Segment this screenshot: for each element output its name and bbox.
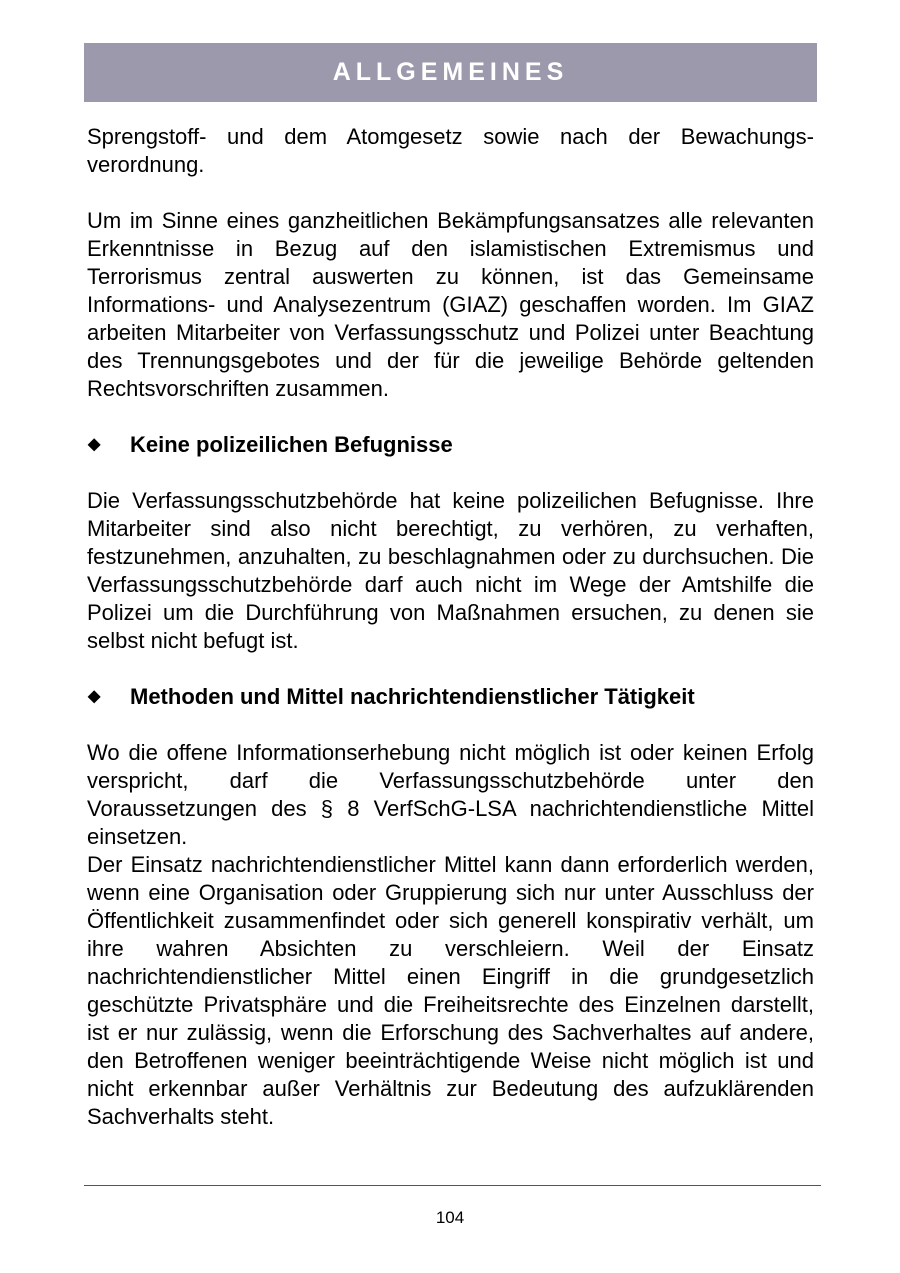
paragraph-no-police-powers: Die Verfassungsschutzbehörde hat keine polizeilichen Befugnisse. Ihre Mitarbeiter sind also nicht berechtigt, zu verhören, zu verhaften, festzunehmen, anzuhalten, zu beschlagnahmen oder zu durchsuchen. Die Verfassungsschutzbehörde darf auch nicht im Wege der Amtshilfe die Polizei um die Durchführung von Maßnahmen ersuchen, zu denen sie selbst nicht befugt ist.	[87, 488, 814, 653]
diamond-bullet-icon: ◆	[88, 436, 101, 453]
footer-divider	[84, 1185, 821, 1186]
paragraph-continuation: Sprengstoff- und dem Atomgesetz sowie nach der Bewachungsverordnung.	[87, 124, 814, 177]
section-title: ALLGEMEINES	[332, 58, 569, 86]
paragraph-intelligence-use: Der Einsatz nachrichtendienstlicher Mittel kann dann erforderlich werden, wenn eine Organisation oder Gruppierung sich nur unter Ausschluss der Öffentlichkeit zusammenfindet oder sich generell konspirativ verhält, um ihre wahren Absichten zu verschleiern. Weil der Einsatz nachrichtendienstlicher Mittel einen Eingriff in die grundgesetzlich geschützte Privatsphäre und die Freiheitsrechte des Einzelnen darstellt, ist er nur zulässig, wenn die Erforschung des Sachverhaltes auf andere, den Betroffenen weniger beeinträchtigende Weise nicht möglich ist und nicht erkennbar außer Verhältnis zur Bedeutung des aufzuklärenden Sachverhalts steht.	[87, 852, 814, 1129]
paragraph-giaz: Um im Sinne eines ganzheitlichen Bekämpfungsansatzes alle relevanten Erkenntnisse in Bezug auf den islamistischen Extremismus und Terrorismus zentral auswerten zu können, ist das Gemeinsame Informations- und Analysezentrum (GIAZ) geschaffen worden. Im GIAZ arbeiten Mitarbeiter von Verfassungsschutz und Polizei unter Beachtung des Trennungsgebotes und der für die jeweilige Behörde geltenden Rechtsvorschriften zusammen.	[87, 208, 814, 401]
diamond-bullet-icon: ◆	[88, 688, 101, 705]
heading-text: Methoden und Mittel nachrichtendienstlicher Tätigkeit	[130, 684, 695, 709]
page-number: 104	[435, 1208, 465, 1227]
section-header-bar	[84, 43, 817, 102]
page-content	[87, 123, 814, 1131]
heading-intelligence-methods	[87, 683, 814, 711]
heading-text: Keine polizeilichen Befugnisse	[130, 432, 453, 457]
paragraph-intelligence-means: Wo die offene Informationserhebung nicht möglich ist oder keinen Erfolg verspricht, darf die Verfassungsschutzbehörde unter den Voraussetzungen des § 8 VerfSchG-LSA nachrichtendienstliche Mittel einsetzen.	[87, 740, 814, 849]
heading-no-police-powers	[87, 431, 814, 459]
